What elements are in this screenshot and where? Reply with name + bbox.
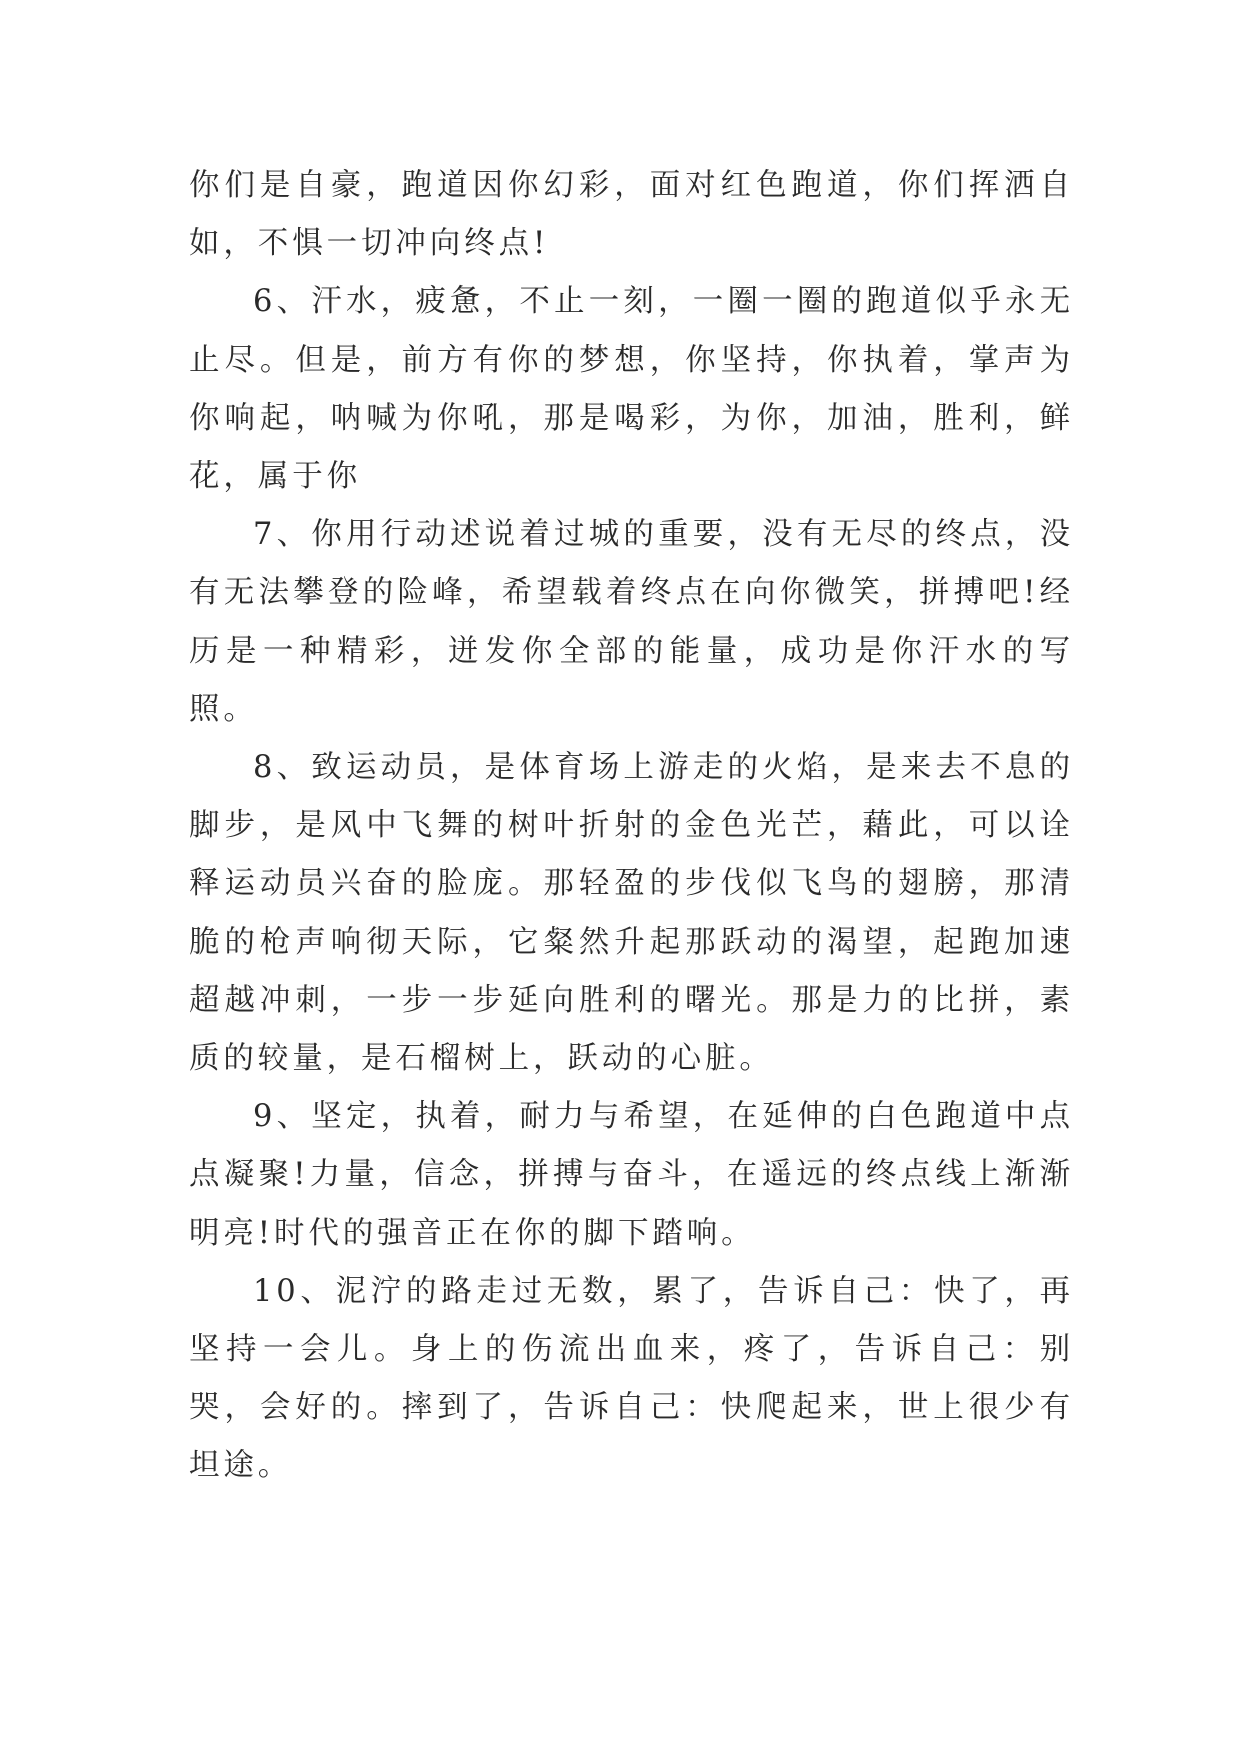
paragraph-item-9: 9、坚定，执着，耐力与希望，在延伸的白色跑道中点点凝聚!力量，信念，拼搏与奋斗，在遥远的终点线上渐渐明亮!时代的强音正在你的脚下踏响。 (189, 1099, 1074, 1251)
document-body (189, 157, 1074, 1496)
paragraph-item-6: 6、汗水，疲惫，不止一刻，一圈一圈的跑道似乎永无止尽。但是，前方有你的梦想，你坚持，你执着，掌声为你响起，呐喊为你吼，那是喝彩，为你，加油，胜利，鲜花，属于你 (189, 284, 1074, 495)
paragraph-item-7: 7、你用行动述说着过城的重要，没有无尽的终点，没有无法攀登的险峰，希望载着终点在向你微笑，拼搏吧!经历是一种精彩，迸发你全部的能量，成功是你汗水的写照。 (189, 517, 1074, 727)
paragraph-continued: 你们是自豪，跑道因你幻彩，面对红色跑道，你们挥洒自如，不惧一切冲向终点! (189, 168, 1074, 262)
paragraph-item-8: 8、致运动员，是体育场上游走的火焰，是来去不息的脚步，是风中飞舞的树叶折射的金色光芒，藉此，可以诠释运动员兴奋的脸庞。那轻盈的步伐似飞鸟的翅膀，那清脆的枪声响彻天际，它粲然升起那跃动的渴望，起跑加速超越冲刺，一步一步延向胜利的曙光。那是力的比拼，素质的较量，是石榴树上，跃动的心脏。 (189, 750, 1074, 1077)
paragraph-item-10: 10、泥泞的路走过无数，累了，告诉自己：快了，再坚持一会儿。身上的伤流出血来，疼了，告诉自己：别哭，会好的。摔到了，告诉自己：快爬起来，世上很少有坦途。 (189, 1273, 1074, 1484)
